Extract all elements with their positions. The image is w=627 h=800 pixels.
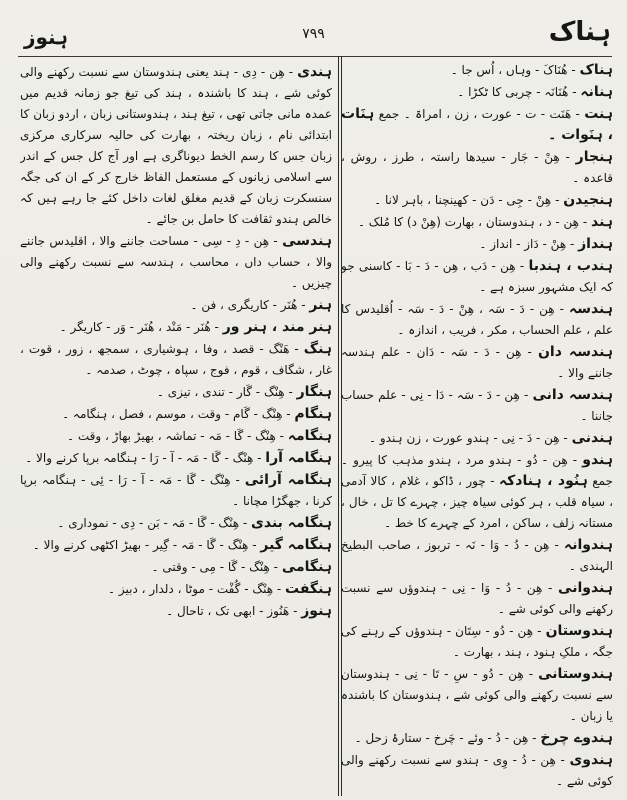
- dictionary-entry: [341, 450, 613, 534]
- dictionary-entry: [341, 428, 613, 449]
- entry-headword: ہند: [590, 214, 613, 230]
- dictionary-entry: [341, 60, 613, 81]
- entry-definition: - ھِن - دِی - ہند یعنی ہندوستان سے نسبت رکھنے والی کوئی شے ، ہند کا باشندہ ، ہند کی تیغ جو زمانہ قدیم میں عمدہ مانی جاتی تھی ، تیغ ہند ، ہندوستانی زبان ، اردو زبان کا ابتدائی نام ، زبان ریختہ ، بھارت کی حالیہ سرکاری مرکزی زبان جس کا رسم الخط دیوناگری ہے اور آج کل جس کے اندر سے اسلامی زبانوں کے مستعمل الفاظ خارج کر کے ان کی جگہ سنسکرت زبان کے قدیم مغلق لغات داخل کئے جا رہے ہیں کہ خالص ہندو ثقافت کا حامل بن جائے ۔: [20, 65, 332, 226]
- entry-definition: - ھِن - دُ - وِی - ہندو سے نسبت رکھنے والی کوئی شے ۔: [341, 753, 613, 788]
- entry-headword: ہندوستانی: [538, 666, 613, 682]
- dictionary-entry: [20, 601, 332, 622]
- entry-headword: ہنداز: [578, 236, 613, 252]
- entry-definition: - ھِن - دُ - وَا - نَہ - تربوز ، صاحب البطیخ الہندی ۔: [341, 538, 613, 573]
- entry-headword: ہندوستان: [545, 623, 613, 639]
- dictionary-entry: [20, 339, 332, 381]
- entry-headword: ہنجار: [575, 149, 613, 165]
- entry-definition-continued: - چور ، ڈاکو ، غلام ، کالا آدمی ، سیاہ قلب ، ہر کوئی سیاہ چیز ، چہرے کا تل ، خال ، مستانہ زلف ، ساکن ، امرد کے چہرے کا خط ۔: [341, 474, 613, 530]
- dictionary-entry: [341, 664, 613, 727]
- entry-headword: ہنگامہ گیر: [260, 537, 332, 553]
- dictionary-entry: [341, 299, 613, 341]
- entry-headword: ہنوز: [301, 603, 332, 619]
- dictionary-entry: [20, 404, 332, 425]
- entry-definition: - ھِن - دُ - وئے - چَرخ - ستارۂ زحل ۔: [354, 731, 537, 745]
- header-guide-word-last: ہنوز: [24, 25, 68, 49]
- dictionary-entry: [20, 557, 332, 578]
- entry-definition: - ھَنْگ - قصد ، وفا ، ہوشیاری ، سمجھ ، زور ، قوت ، غار ، شگاف ، قوم ، فوج ، سپاہ ، چوٹ ، صدمہ ۔: [20, 342, 332, 377]
- entry-definition: - ھِن - دِ - سِی - مساحت جاننے والا ، اقلیدس جاننے والا ، حساب داں ، محاسب ، ہندسہ سے نسبت رکھنے والی چیزیں ۔: [20, 234, 332, 290]
- entry-plural: ہنَات ، ہنَوات ۔: [341, 106, 613, 143]
- entry-definition: - ھِنْگ - گَام - وقت ، موسم ، فصل ، ہنگامہ ۔: [62, 407, 291, 421]
- dictionary-entry: [341, 234, 613, 255]
- entry-headword: ہندو: [582, 452, 613, 468]
- entry-definition: - ھِن - دَ - سَہ ، ھِنْ - دَ - سَہ - اُقلیدس کا علم ، علم الحساب ، مکر ، فریب ، اندازہ ۔: [341, 302, 613, 337]
- entry-headword: ہنگامہ بندی: [251, 515, 332, 531]
- entry-headword: ہندوانہ: [564, 537, 613, 553]
- entry-definition: - ھَنُوز - ابھی تک ، تاحال ۔: [166, 604, 298, 618]
- entry-definition: - ھِنْگ - گَا - مِی - وقتی ۔: [151, 560, 279, 574]
- dictionary-entry: [20, 448, 332, 469]
- left-column: [20, 62, 332, 798]
- entry-definition: - ھُنَر - مَنْد ، ھُنَر - وَر - کاریگر ۔: [59, 320, 219, 334]
- entry-headword: ہندب ، ہندبا: [528, 258, 613, 274]
- entry-headword: ہنجیدن: [563, 192, 613, 208]
- entry-definition: - ھِنْگ - گَا - مَہ - آ - رَا - ئِی - ہنگامہ برپا کرنا ، جھگڑا مچانا ۔: [20, 473, 332, 508]
- entry-definition: - ھِن - دَ - سَہ - دَا - نِی - علم حساب جاننا ۔: [341, 388, 613, 423]
- dictionary-entry: [20, 317, 332, 338]
- entry-definition: - ھِنْگ - گَار - تندی ، تیزی ۔: [156, 385, 293, 399]
- entry-definition: - ھِنْگ - گُفْت - موٹا ، دلدار ، دبیز ۔: [108, 582, 282, 596]
- entry-definition: - ھُنَاکَ - وہاں ، اُس جا ۔: [450, 63, 576, 77]
- entry-definition: - ھِنْ - جِی - دَن - کھینچنا ، باہر لانا ۔: [374, 193, 560, 207]
- entry-definition: - ھُنَانَہ - چربی کا ٹکڑا ۔: [457, 85, 577, 99]
- entry-definition: - ھِن - دَ - سَہ - دَان - علم ہندسہ جاننے والا ۔: [341, 345, 613, 380]
- entry-definition: - ھِن - دُو - سِ - تَا - نِی - ہندوستان سے نسبت رکھنے والی کوئی شے ، ہندوستان کا باشندہ یا زبان ۔: [341, 667, 613, 723]
- entry-definition: - ھِنْگ - گَا - مَہ - بَن - دِی - نموداری ۔: [57, 516, 248, 530]
- entry-headword: ہنگ: [303, 341, 332, 357]
- dictionary-entry: [341, 578, 613, 620]
- dictionary-entry: [341, 256, 613, 298]
- dictionary-entry: [20, 426, 332, 447]
- dictionary-entry: [341, 104, 613, 146]
- dictionary-entry: [20, 382, 332, 403]
- entry-headword: ہندسہ: [569, 301, 613, 317]
- dictionary-entry: [20, 535, 332, 556]
- dictionary-entry: [20, 513, 332, 534]
- dictionary-entry: [20, 579, 332, 600]
- entry-definition: - ھِنْ - دَاز - انداز ۔: [479, 237, 575, 251]
- dictionary-entry: [341, 147, 613, 189]
- entry-definition: - ھِنْ - جَار - سیدھا راستہ ، طرز ، روش ، قاعدہ ۔: [341, 150, 613, 185]
- entry-headword: ہندوے چرخ: [540, 730, 613, 746]
- entry-definition: - ھِن - دَ - نِی - ہندو عورت ، زن ہندو ۔: [369, 431, 568, 445]
- entry-definition: - ھِن - دُو - ہندو مرد ، ہندو مذہب کا پیرو ۔ جمع: [341, 453, 613, 488]
- dictionary-entry: [341, 190, 613, 211]
- entry-headword: ہنر مند ، ہنر ور: [222, 319, 332, 335]
- entry-headword: ہناک: [579, 62, 613, 78]
- dictionary-entry: [341, 385, 613, 427]
- entry-definition: - ھِن - د ، ہندوستان ، بھارت (ھِنْ د) کا مُلک ۔: [357, 215, 588, 229]
- dictionary-entry: [341, 342, 613, 384]
- entry-definition: - ھِن - دَب ، ھِن - دَ - بَا - کاسنی جو کہ ایک مشہور سبزہ ہے ۔: [341, 259, 613, 294]
- dictionary-entry: [20, 295, 332, 316]
- dictionary-entry: [341, 750, 613, 792]
- page-number: ۷۹۹: [302, 26, 325, 42]
- entry-headword: ہندسی: [282, 233, 332, 249]
- entry-headword: ہنگامہ آرائی: [244, 472, 332, 488]
- entry-headword: ہندسہ دانی: [532, 387, 613, 403]
- entry-headword: ہنر: [309, 297, 332, 313]
- dictionary-entry: [341, 212, 613, 233]
- header-rule: [18, 56, 612, 57]
- entry-definition: - ھِنْگ - گَا - مَہ - تماشہ ، بھیڑ بھاڑ ، وقت ۔: [67, 429, 284, 443]
- entry-headword: ہندوانی: [558, 580, 613, 596]
- dictionary-entry: [20, 470, 332, 512]
- entry-definition: - ھَنَت - ت - عورت ، زن ، امراۃ ۔ جمع: [378, 107, 580, 121]
- entry-headword: ہنگار: [296, 384, 332, 400]
- entry-headword: ہندی: [297, 64, 332, 80]
- entry-headword: ہنگامی: [281, 559, 332, 575]
- entry-headword: ہندوی: [569, 752, 613, 768]
- dictionary-entry: [20, 62, 332, 230]
- entry-definition: - ھِن - دُو - سِتَان - ہندوؤں کے رہنے کی جگہ ، ملکِ ہنود ، ہند ، بھارت ۔: [341, 624, 613, 659]
- dictionary-entry: [341, 82, 613, 103]
- entry-headword: ہنگامہ آرا: [265, 450, 332, 466]
- entry-headword: ہنانہ: [580, 84, 613, 100]
- entry-headword: ہندنی: [571, 430, 613, 446]
- entry-definition: - ھِنْگ - گَا - مَہ - آ - رَا - ہنگامہ برپا کرنے والا ۔: [25, 451, 262, 465]
- entry-headword: ہنگامہ: [287, 428, 332, 444]
- entry-headword: ہنگام: [294, 406, 332, 422]
- dictionary-entry: [341, 535, 613, 577]
- dictionary-entry: [20, 231, 332, 294]
- entry-definition: - ھِنْگ - گَا - مَہ - گِیر - بھیڑ اکٹھی کرنے والا ۔: [32, 538, 257, 552]
- entry-headword: ہندسہ دان: [537, 344, 613, 360]
- dictionary-entry: [341, 621, 613, 663]
- entry-definition: - ھُنَر - کاریگری ، فن ۔: [190, 298, 306, 312]
- entry-headword: ہنگفت: [285, 581, 332, 597]
- entry-definition: - ھِن - دُ - وَا - نِی - ہندوؤں سے نسبت رکھنے والی کوئی شے ۔: [341, 581, 613, 616]
- entry-plural: ہنُود ، ہنادکہ: [498, 473, 588, 489]
- dictionary-entry: [341, 728, 613, 749]
- entry-headword: ہنت: [584, 106, 613, 122]
- right-column: [341, 60, 613, 796]
- header-guide-word-first: ہناک: [548, 17, 611, 47]
